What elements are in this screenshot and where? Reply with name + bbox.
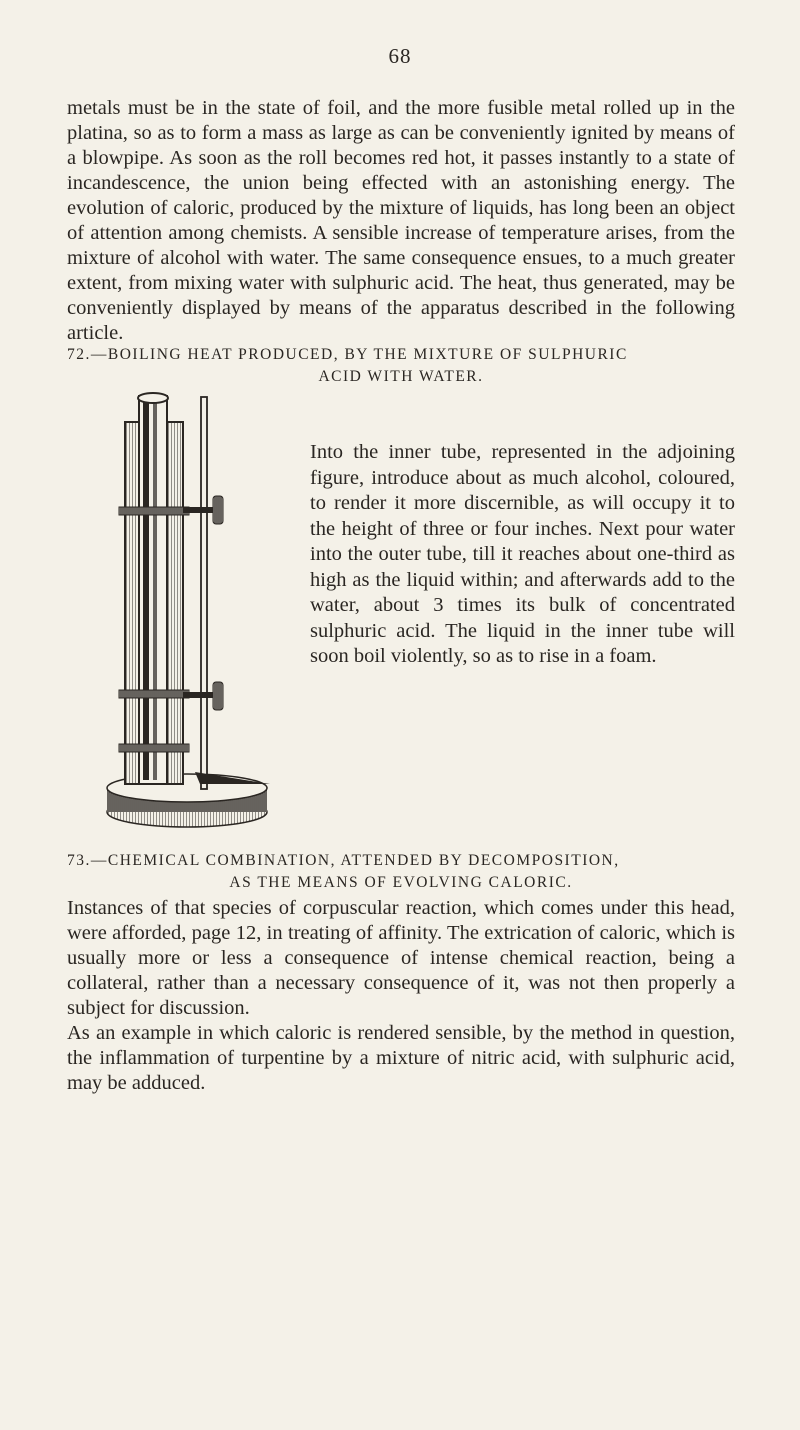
section-73-paragraph-1: Instances of that species of corpuscular reaction, which comes under this head, were afforded, page 12, in treating of affinity. The extrication of caloric, which is usually more or less a consequence of intense chemical reaction, being a collateral, rather than a necessary consequence of it, was not then properly a subject for discussion.	[67, 897, 735, 1019]
section-72-heading	[67, 344, 735, 388]
section-73-paragraph-2: As an example in which caloric is rendered sensible, by the method in question, the inflammation of turpentine by a mixture of nitric acid, with sulphuric acid, may be adduced.	[67, 1022, 735, 1094]
apparatus-engraving	[105, 392, 270, 829]
section-73-body	[67, 896, 735, 1096]
section-72-heading-line1: 72.—BOILING HEAT PRODUCED, BY THE MIXTURE OF SULPHURIC	[67, 346, 628, 363]
section-73-heading	[67, 850, 735, 894]
page-number: 68	[388, 44, 412, 68]
section-72-heading-line2: ACID WITH WATER.	[318, 368, 484, 385]
apparatus-figure	[105, 392, 270, 829]
section-72-body: Into the inner tube, represented in the adjoining figure, introduce about as much alcohol, coloured, to render it more discernible, as will occupy it to the height of three or four inches. Next pour water into the outer tube, till it reaches about one-third as high as the liquid within; and afterwards add to the water, about 3 times its bulk of concentrated sulphuric acid. The liquid in the inner tube will soon boil violently, so as to rise in a foam.	[310, 441, 735, 667]
intro-paragraph: metals must be in the state of foil, and the more fusible metal rolled up in the platina, so as to form a mass as large as can be conveniently ignited by means of a blowpipe. As soon as the roll becomes red hot, it passes instantly to a state of incandescence, the union being effected with an astonishing energy. The evolution of caloric, produced by the mixture of liquids, has long been an object of attention among chemists. A sensible increase of temperature arises, from the mixture of alcohol with water. The same consequence ensues, to a much greater extent, from mixing water with sulphuric acid. The heat, thus generated, may be conveniently displayed by means of the apparatus described in the following article.	[67, 97, 735, 344]
section-73-heading-line1: 73.—CHEMICAL COMBINATION, ATTENDED BY DECOMPOSITION,	[67, 852, 620, 869]
section-73-heading-line2: AS THE MEANS OF EVOLVING CALORIC.	[229, 874, 573, 891]
